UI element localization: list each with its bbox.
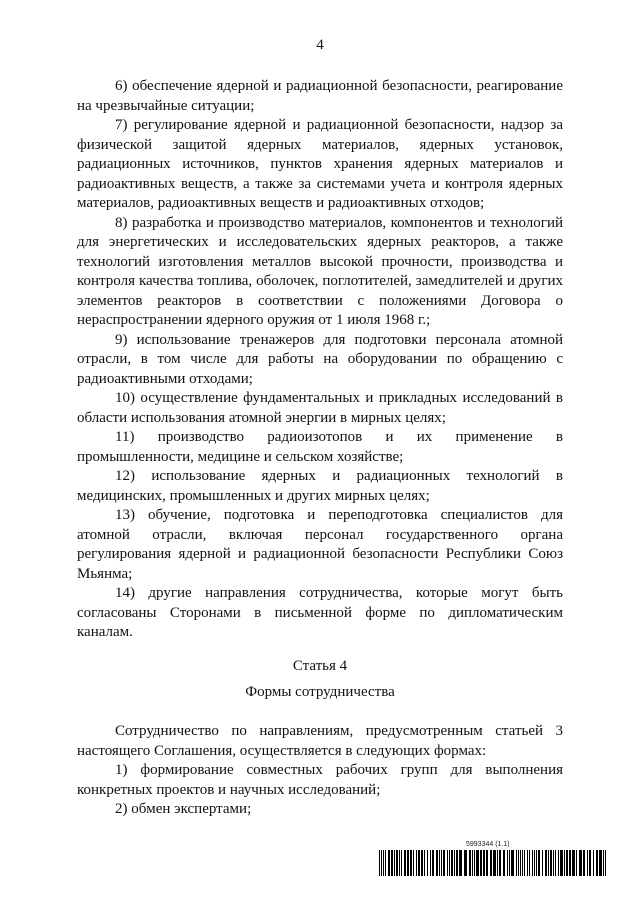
article-number: Статья 4 [292, 658, 348, 674]
list-item: 11) производство радиоизотопов и их применение в промышленности, медицине и сельском хозяйстве; [77, 429, 563, 465]
list-item: 10) осуществление фундаментальных и прикладных исследований в области использования атомной энергии в мирных целях; [77, 390, 563, 426]
page-number: 4 [316, 37, 324, 53]
article-title: Формы сотрудничества [245, 684, 395, 700]
list-item: 6) обеспечение ядерной и радиационной безопасности, реагирование на чрезвычайные ситуации; [77, 78, 563, 114]
list-item: 12) использование ядерных и радиационных технологий в медицинских, промышленных и других мирных целях; [77, 468, 563, 504]
list-item: 8) разработка и производство материалов, компонентов и технологий для энергетических и исследовательских ядерных реакторов, а также технологий изготовления металлов высокой прочности, производства и контроля качества топлива, оболочек, поглотителей, замедлителей и других элементов реакторов в соответствии с положениями Договора о нераспространении ядерного оружия от 1 июля 1968 г.; [77, 214, 563, 328]
list-item: 1) формирование совместных рабочих групп для выполнения конкретных проектов и научных исследований; [77, 762, 563, 798]
list-item: 14) другие направления сотрудничества, которые могут быть согласованы Сторонами в письменной форме по дипломатическим каналам. [77, 585, 563, 640]
intro-paragraph: Сотрудничество по направлениям, предусмотренным статьей 3 настоящего Соглашения, осуществляется в следующих формах: [77, 723, 563, 759]
list-item: 13) обучение, подготовка и переподготовка специалистов для атомной отрасли, включая персонал государственного органа регулирования ядерной и радиационной безопасности Республики Союз Мьянма; [77, 507, 563, 582]
document-code: 5993344 (1.1) [466, 841, 510, 848]
body-text-continued [77, 722, 563, 820]
list-item: 7) регулирование ядерной и радиационной безопасности, надзор за физической защитой ядерных материалов, ядерных установок, радиационных источников, пунктов хранения ядерных материалов и радиоактивных веществ, а также за системами учета и контроля ядерных материалов, радиоактивных веществ и радиоактивных отходов; [77, 117, 563, 211]
body-text [77, 77, 563, 643]
list-item: 2) обмен экспертами; [115, 801, 252, 817]
list-item: 9) использование тренажеров для подготовки персонала атомной отрасли, в том числе для работы на оборудовании по обращению с радиоактивными отходами; [77, 331, 563, 387]
barcode-image [379, 850, 606, 876]
